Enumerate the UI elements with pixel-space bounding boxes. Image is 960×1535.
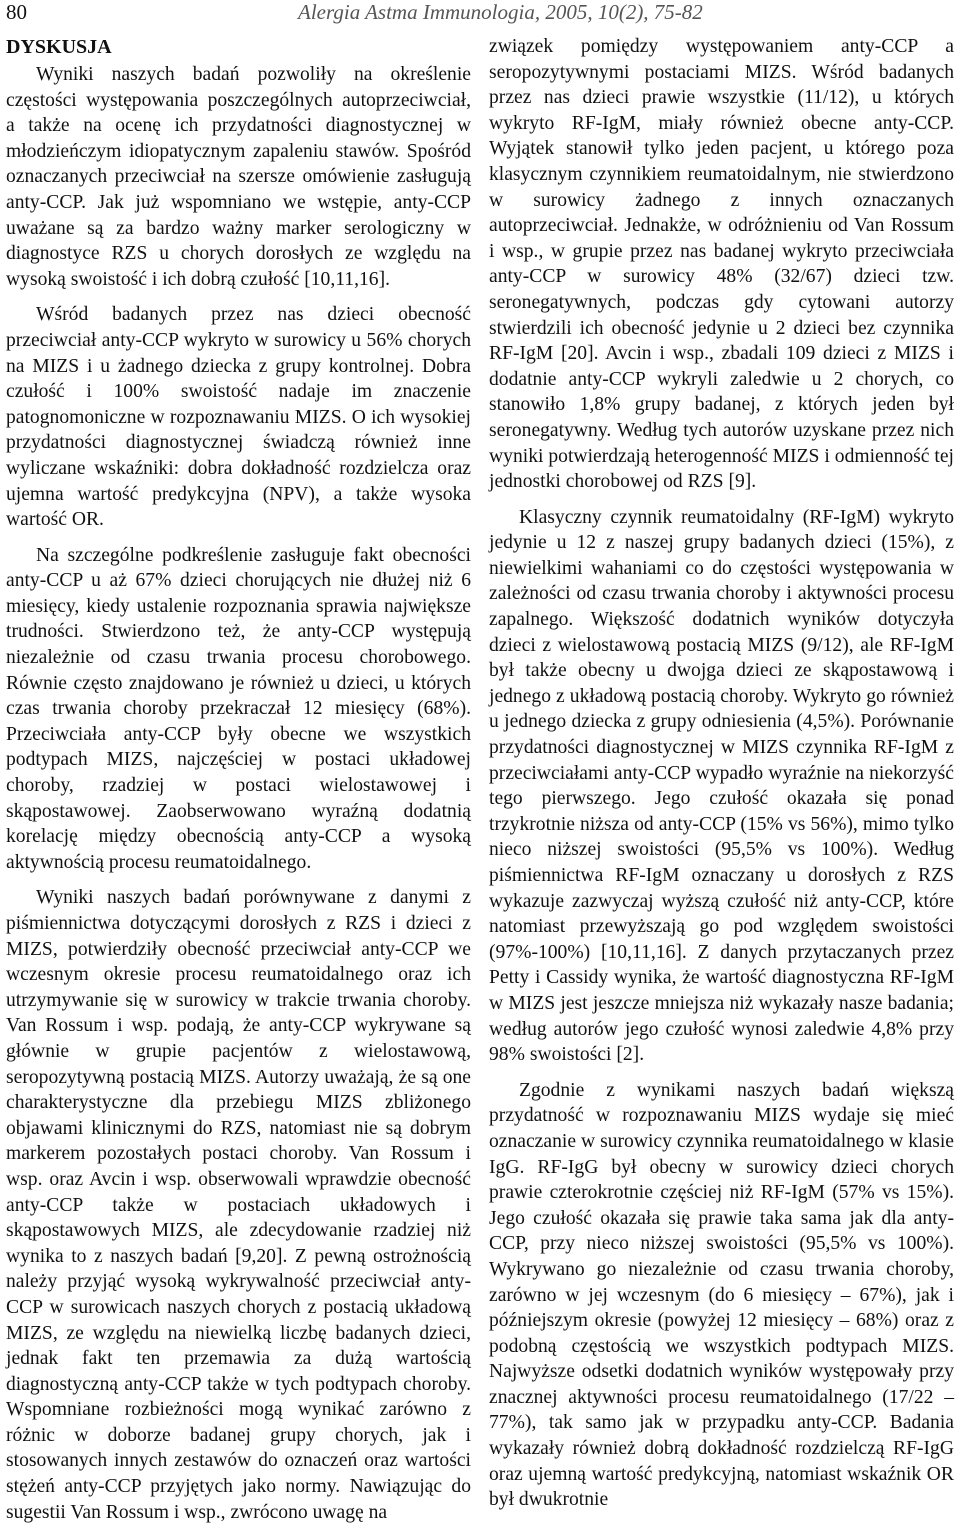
left-column [6, 34, 471, 1535]
paragraph: Wyniki naszych badań porównywane z danymi z piśmiennictwa dotyczącymi dorosłych z RZS i dzieci z MIZS, potwierdziły obecność przeciwciał anty-CCP we wczesnym okresie procesu reumatoidalnego oraz ich utrzymywanie się w surowicy w trakcie trwania choroby. Van Rossum i wsp. podają, że anty-CCP wykrywane są głównie w grupie pacjentów z wielostawową, seropozytywną postacią MIZS. Autorzy uważają, że są one charakterystyczne dla przebiegu MIZS zbliżonego objawami klinicznymi do RZS, natomiast nie są dobrym markerem pozostałych postaci choroby. Van Rossum i wsp. oraz Avcin i wsp. obserwowali wprawdzie obecność anty-CCP także w postaciach układowych i skąpostawowych MIZS, ale zdecydowanie rzadziej niż wynika to z naszych badań [9,20]. Z pewną ostrożnością należy przyjąć wysoką wykrywalność przeciwciał anty-CCP w surowicach naszych chorych z postacią układową MIZS, ze względu na niewielką liczbę badanych dzieci, jednak fakt ten przemawia za dużą wartością diagnostyczną anty-CCP także w tych podtypach choroby. Wspomniane rozbieżności mogą wynikać zarówno z różnic w doborze badanej grupy chorych, jak i stosowanych innych zestawów do oznaczeń oraz wartości stężeń anty-CCP przyjętych jako normy. Nawiązując do sugestii Van Rossum i wsp., zwrócono uwagę na [6, 887, 471, 1523]
section-heading: DYSKUSJA [6, 36, 112, 58]
page-header [6, 0, 954, 30]
paragraph: Klasyczny czynnik reumatoidalny (RF-IgM) wykryto jedynie u 12 z naszej grupy badanych dzieci (15%), z niewielkimi wahaniami co do częstości występowania w zależności od czasu trwania choroby i aktywności procesu zapalnego. Większość dodatnich wyników dotyczyła dzieci z wielostawową postacią MIZS (9/12), ale RF-IgM był także obecny u dwojga dzieci ze skąpostawową i jednego z układową postacią choroby. Wykryto go również u jednego dziecka z grupy odniesienia (4,5%). Porównanie przydatności diagnostycznej w MIZS czynnika RF-IgM z przeciwciałami anty-CCP wypadło wyraźnie na niekorzyść tego pierwszego. Jego czułość okazała się ponad trzykrotnie niższa od anty-CCP (15% vs 56%), mimo tylko nieco niższej swoistości (95,5% vs 100%). Według piśmiennictwa RF-IgM oznaczany u dorosłych z RZS wykazuje zazwyczaj wyższą czułość niż anty-CCP, które natomiast przewyższają go pod względem swoistości (97%-100%) [10,11,16]. Z danych przytaczanych przez Petty i Cassidy wynika, że wartość diagnostyczna RF-IgM w MIZS jest jeszcze mniejsza niż wykazały nasze badania; według autorów jego czułość wynosi zaledwie 4,8% przy 98% swoistości [2]. [489, 506, 954, 1066]
paragraph: związek pomiędzy występowaniem anty-CCP a seropozytywnymi postaciami MIZS. Wśród badanych przez nas dzieci prawie wszystkie (11/12), u których wykryto RF-IgM, miały również obecne anty-CCP. Wyjątek stanowił tylko jeden pacjent, u którego poza klasycznym czynnikiem reumatoidalnym, nie stwierdzono w surowicy żadnego z innych oznaczanych autoprzeciwciał. Jednakże, w odróżnieniu od Van Rossum i wsp., w grupie przez nas badanej wykryto przeciwciała anty-CCP w surowicy 48% (32/67) dzieci tzw. seronegatywnych, podczas gdy cytowani autorzy stwierdzili ich obecność jedynie u 2 dzieci bez czynnika RF-IgM [20]. Avcin i wsp., zbadali 109 dzieci z MIZS i dodatnie anty-CCP wykryli zaledwie u 2 chorych, co stanowiło 1,8% grupy badanej, z których jeden był seronegatywny. Według tych autorów uzyskane przez nich wyniki potwierdzają heterogenność MIZS i odmienność tej jednostki chorobowej od RZS [9]. [489, 36, 954, 493]
journal-citation: Alergia Astma Immunologia, 2005, 10(2), 75-82 [298, 0, 703, 24]
right-column [489, 34, 954, 1523]
page-number: 80 [6, 0, 27, 24]
paragraph: Wśród badanych przez nas dzieci obecność przeciwciał anty-CCP wykryto w surowicy u 56% chorych na MIZS i u żadnego dziecka z grupy kontrolnej. Dobra czułość i 100% swoistość nadaje im znaczenie patognomoniczne w rozpoznawaniu MIZS. O ich wysokiej przydatności diagnostycznej świadczą również inne wyliczane wskaźniki: dobra dokładność rozdzielcza oraz ujemna wartość predykcyjna (NPV), a także wysoka wartość OR. [6, 304, 471, 531]
paragraph: Zgodnie z wynikami naszych badań większą przydatność w rozpoznawaniu MIZS wydaje się mieć oznaczanie w surowicy czynnika reumatoidalnego w klasie IgG. RF-IgG był obecny w surowicy dzieci chorych prawie czterokrotnie częściej niż RF-IgM (57% vs 15%). Jego czułość okazała się prawie taka sama jak dla anty-CCP, przy nieco niższej swoistości (95,5% vs 100%). Wykrywano go niezależnie od czasu trwania choroby, zarówno w jej wczesnym (do 6 miesięcy – 67%), jak i późniejszym okresie (powyżej 12 miesięcy – 68%) oraz z podobną częstością we wszystkich podtypach MIZS. Najwyższe odsetki dodatnich wyników występowały przy znacznej aktywności procesu reumatoidalnego (17/22 –77%), tak samo jak w przypadku anty-CCP. Badania wykazały również dobrą dokładność rozdzielczą RF-IgG oraz ujemną wartość predykcyjną, natomiast wskaźnik OR był dwukrotnie [489, 1079, 954, 1511]
paragraph: Wyniki naszych badań pozwoliły na określenie częstości występowania poszczególnych autoprzeciwciał, a także na ocenę ich przydatności diagnostycznej w młodzieńczym idiopatycznym zapaleniu stawów. Spośród oznaczanych przeciwciał na szersze omówienie zasługują anty-CCP. Jak już wspomniano we wstępie, anty-CCP uważane są za bardzo ważny marker serologiczny w diagnostyce RZS u chorych dorosłych ze względu na wysoką swoistość i ich dobrą czułość [10,11,16]. [6, 64, 471, 290]
paragraph: Na szczególne podkreślenie zasługuje fakt obecności anty-CCP u aż 67% dzieci chorujących nie dłużej niż 6 miesięcy, kiedy ustalenie rozpoznania sprawia największe trudności. Stwierdzono też, że anty-CCP występują niezależnie od czasu trwania procesu chorobowego. Równie często znajdowano je również u dzieci, u których czas trwania choroby przekraczał 12 miesięcy (68%). Przeciwciała anty-CCP były obecne we wszystkich podtypach MIZS, najczęściej w postaci układowej choroby, rzadziej w postaci wielostawowej i skąpostawowej. Zaobserwowano wyraźną dodatnią korelację między obecnością anty-CCP a wysoką aktywnością procesu reumatoidalnego. [6, 544, 471, 873]
